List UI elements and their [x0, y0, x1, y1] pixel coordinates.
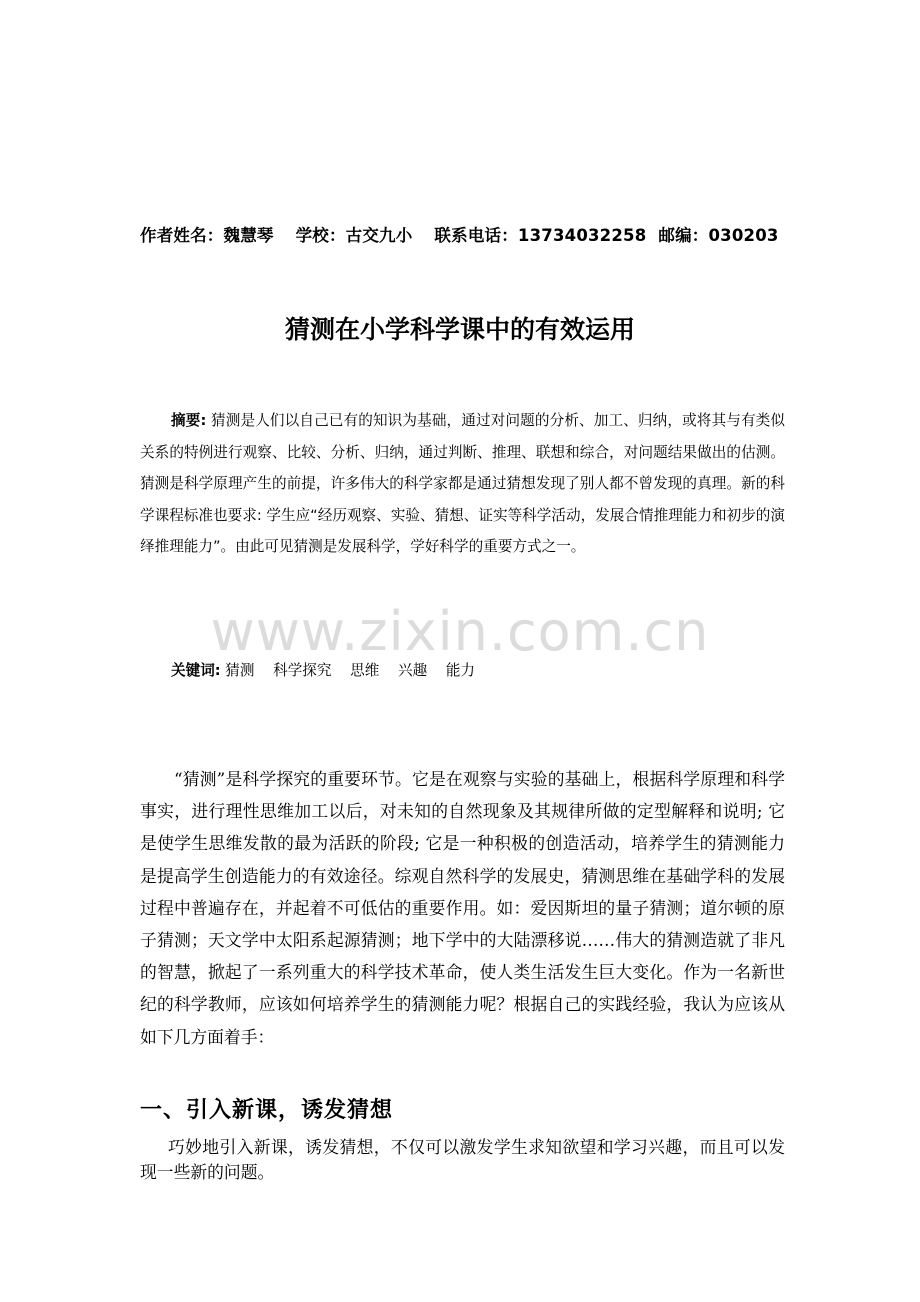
keyword-item: 科学探究: [273, 662, 332, 679]
document-title: 猜测在小学科学课中的有效运用: [284, 315, 635, 344]
watermark: www.zixin.com.cn: [210, 600, 710, 663]
school-name: 学校：古交九小: [295, 226, 413, 245]
abstract-paragraph: [140, 405, 785, 563]
keyword-item: 猜测: [225, 662, 255, 679]
keyword-item: 思维: [350, 662, 380, 679]
keywords-label: 关键词:: [171, 662, 221, 679]
section-heading: 一、引入新课，诱发猜想: [140, 1098, 394, 1123]
keyword-item: 能力: [445, 662, 476, 679]
keywords-line: [171, 659, 791, 680]
postcode: 邮编：030203: [658, 226, 779, 245]
intro-paragraph: “猜测”是科学探究的重要环节。它是在观察与实验的基础上，根据科学原理和科学事实，进行理性思维加工以后，对未知的自然现象及其规律所做的定型解释和说明; 它是使学生思维发散的最为活跃的阶段; 它是一种积极的创造活动，培养学生的猜测能力是提高学生创造能力的有效途径。综观自然科学的发展史，猜测思维在基础学科的发展过程中普遍存在，并起着不可低估的重要作用。如：爱因斯坦的量子猜测；道尔顿的原子猜测；天文学中太阳系起源猜测；地下学中的大陆漂移说……伟大的猜测造就了非凡的智慧，掀起了一系列重大的科学技术革命，使人类生活发生巨大变化。作为一名新世纪的科学教师，应该如何培养学生的猜测能力呢？根据自己的实践经验，我认为应该从如下几方面着手：: [140, 769, 785, 1047]
abstract-label: 摘要:: [171, 412, 207, 429]
section-paragraph: 巧妙地引入新课，诱发猜想，不仅可以激发学生求知欲望和学习兴趣，而且可以发现一些新的问题。: [140, 1137, 785, 1182]
author-name: 作者姓名：魏慧琴: [140, 226, 274, 245]
author-info-line: [140, 222, 840, 246]
abstract-text: 猜测是人们以自己已有的知识为基础，通过对问题的分析、加工、归纳，或将其与有类似关系的特例进行观察、比较、分析、归纳，通过判断、推理、联想和综合，对问题结果做出的估测。猜测是科学原理产生的前提，许多伟大的科学家都是通过猜想发现了别人都不曾发现的真理。新的科学课程标准也要求: 学生应“经历观察、实验、猜想、证实等科学活动，发展合情推理能力和初步的演绎推理能力”。由此可见猜测是发展科学，学好科学的重要方式之一。: [140, 412, 785, 555]
contact-phone: 联系电话：13734032258: [434, 226, 647, 245]
keyword-item: 兴趣: [397, 662, 428, 679]
